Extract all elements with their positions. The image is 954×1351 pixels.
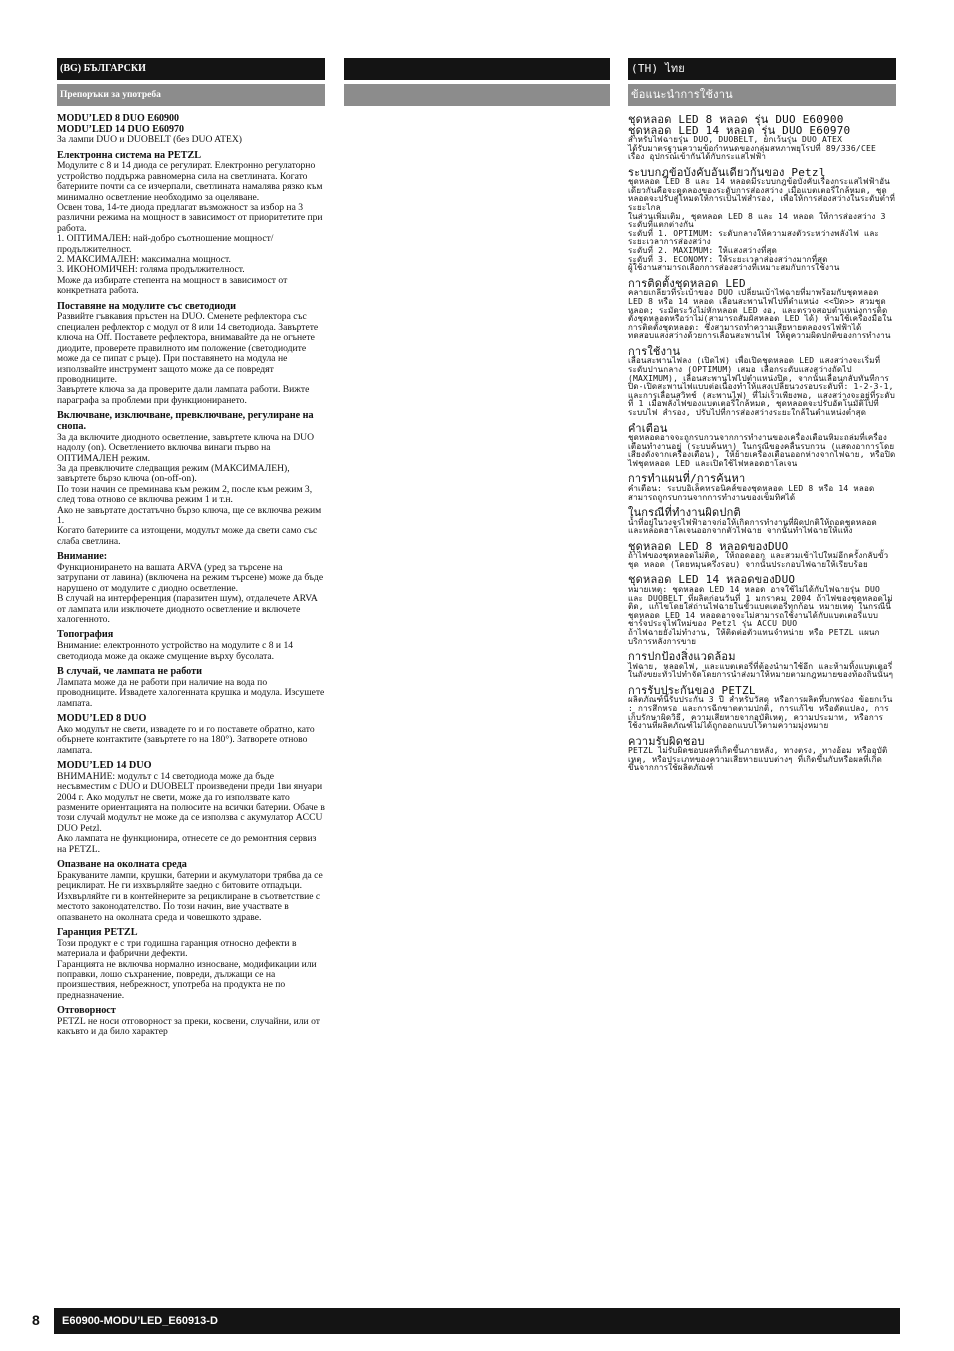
section-heading: Гаранция PETZL	[57, 926, 138, 938]
section-heading: ระบบกฎข้อบังคับอันเดียวกันของ Petzl	[628, 165, 826, 179]
section	[628, 423, 896, 469]
section	[57, 860, 325, 923]
section-text: ชุดหลอดอาจจะถูกรบกวนจากการทำงานของเครื่องเตือนหิมะถล่มที่เครื่อง เตือนทำงานอยู่ (ระบบค้นหา) ในกรณีของคลื่นรบกวน (แสดงอาการโดย เสียงดังจากเครื่องเตือน), ให้ย้ายเครื่องเตือนออกห่างจากไฟฉาย, หรือปิดไฟชุดหลอด LED และเปิดใช้ไฟหลอดฮาโลเจน	[628, 433, 896, 468]
section-heading: MODU’LED 8 DUO	[57, 713, 147, 725]
section-subheader-bg: Препоръки за употреба	[57, 84, 325, 106]
section-heading: ในกรณีที่ทำงานผิดปกติ	[628, 506, 741, 520]
section-text: Внимание: електронното устройство на модулите с 8 и 14 светодиода може да окаже смущение върху бусолата.	[57, 640, 294, 662]
section-text: เลื่อนสะพานไฟลง (เปิดไฟ) เพื่อเปิดชุดหลอด LED แสงสว่างจะเริ่มที่ ระดับปานกลาง (OPTIMUM) เสมอ เลือกระดับแสงสว่างถัดไป (MAXIMUM), เลื่อนสะพานไฟไปตำแหน่งปิด, จากนั้นเลื่อนกลับทันทีการ ปิด-เปิดสะพานไฟแบบต่อเนื่องทำให้แสงเปลี่ยนวงรอบระดับที่: 1-2-3-1, และการเลื่อนสวิทช์ (สะพานไฟ) ที่ไม่เร็วเพียงพอ, แสงสว่างจะอยู่ที่ระดับที่ 1 เมื่อพลังไฟของแบตเตอรี่ใกล้หมด, ชุดหลอดจะปรับอัตโนมัติไปที่ระบบไฟ สำรอง, ปรับไปที่การส่องสว่างระยะใกล้ในตำแหน่งต่ำสุด	[628, 356, 896, 417]
product-titles-bg	[57, 114, 325, 135]
section	[628, 541, 896, 570]
section	[57, 302, 325, 406]
section	[57, 630, 325, 662]
middle-column	[344, 58, 610, 106]
section-text: ВНИМАНИЕ: модулът с 14 светодиода може да бъде несъвместим с DUO и DUOBELT произведени преди 1ви януари 2004 г. Ако модулът не свети, може да го използвате като размените ориентацията на полюсите на всички батерии. Обаче в този случай модулът не може да се използва с акумулатор ACCU DUO Petzl. Ако лампата не функционира, отнесете се до ремонтния сервиз на PETZL.	[57, 770, 325, 855]
document-reference: E60900-MODU’LED_E60913-D	[62, 1315, 218, 1327]
section	[57, 151, 325, 297]
section	[628, 685, 896, 731]
section-heading: ชุดหลอด LED 14 หลอดของDUO	[628, 573, 796, 587]
section-text: Лампата може да не работи при наличие на вода по проводниците. Извадете халогенната крушка и модула. Изсушете лампата.	[57, 676, 325, 709]
product-subtitle-bg: За лампи DUO и DUOBELT (без DUO ATEX)	[57, 134, 242, 146]
section-text: PETZL ไม่รับผิดชอบผลที่เกิดขึ้นภายหลัง, ทางตรง, ทางอ้อม หรืออุบัติ เหตุ, หรือประเภทของความเสียหายแบบต่างๆ ที่เกิดขึ้นกับหรือผลที่เกิด ขึ้นจากการใช้ผลิตภัณฑ์	[628, 746, 888, 773]
language-header-th: (TH) ไทย	[628, 58, 896, 80]
section-text: Функционирането на вашата ARVA (уред за търсене на затрупани от лавина) (включена на режим търсене) може да бъде нарушено от модулите с диодно осветление. В случай на интерференция (паразитен шум), отдалечете ARVA от лампата или изключете диодното осветление и включете халогенното.	[57, 561, 324, 626]
section-subheader-th: ข้อแนะนำการใช้งาน	[628, 84, 896, 106]
section	[628, 346, 896, 418]
sections-th	[628, 167, 896, 773]
section-heading: Електронна система на PETZL	[57, 149, 202, 161]
section-text: ผลิตภัณฑ์นี้รับประกัน 3 ปี สำหรับวัสดุ หรือการผลิตที่บกพร่อง ข้อยกเว้น : การสึกหรอ และการฉีกขาดตามปกติ, การแก้ไข หรือดัดแปลง, การ เก็บรักษาผิดวิธี, ความเสียหายจากอุบัติเหตุ, ความประมาท, หรือการ ใช้งานที่ผลิตภัณฑ์ไม่ได้ถูกออกแบบไว้ตามความมุ่งหมาย	[628, 695, 893, 731]
product-title-8-th: ชุดหลอด LED 8 หลอด รุ่น DUO E60900	[628, 113, 844, 126]
section-heading: Отговорност	[57, 1005, 116, 1017]
section-text: คลายเกลียวที่ระเบ้าของ DUO เปลี่ยนเบ้าไฟฉายที่มาพร้อมกับชุดหลอด LED 8 หรือ 14 หลอด เลื่อนสะพานไฟไปที่ตำแหน่ง <<ปิด>> สวมชุดหลอด; ระมัดระวังไม่หักหลอด LED งอ, และตรวจสอบตำแหน่งการติด ตั้งชุดหลอดหรือว่าไม่(สามารถสัมผัสหลอด LED ได้) ห้ามใช้เครื่องมือในการติดตั้งชุดหลอด: ซึ่งสามารถทำความเสียหายตลองจรไฟฟ้าได้ ทดสอบแสงสว่างด้วยการเลื่อนสะพานไฟ ให้ดูความผิดปกติของการทำงาน	[628, 288, 893, 341]
product-title-14: MODU’LED 14 DUO E60970	[57, 123, 184, 135]
section	[628, 167, 896, 273]
section-heading: การปกป้องสิ่งแวดล้อม	[628, 650, 736, 664]
section-heading: Поставяне на модулите със светодиоди	[57, 300, 236, 312]
section-heading: MODU’LED 14 DUO	[57, 760, 152, 772]
section	[628, 574, 896, 646]
section-text: Развийте гъвкавия пръстен на DUO. Сменете рефлектора със специален рефлектор с модул от 8 или 14 светодиода. Завъртете ключа на Off. Поставете рефлектора, внимавайте да не огънете диодите, проверете правилното им положение (светодиодите може да се пипат с ръце). При поставянето на модула не използвайте инструмент защото може да се повредят проводниците. Завъртете ключа за да проверите дали лампата работи. Вижте параграфа за проблеми при функционирането.	[57, 311, 319, 406]
section-text: หมายเหตุ: ชุดหลอด LED 14 หลอด อาจใช้ไม่ได้กับไฟฉายรุ่น DUO และ DUOBELT ที่ผลิตก่อนวันที่ 1 มกราคม 2004 ถ้าไฟของชุดหลอดไม่ติด, แก้ไขโดยใส่ถ่านไฟฉายในขั้วแบตเตอรี่ทุกก้อน หมายเหตุ ในกรณีนี้ชุดหลอด LED 14 หลอดอาจจะไม่สามารถใช้งานได้กับแบตเตอรี่แบบชาร์จประจุไฟใหม่ของ Petzl รุ่น ACCU DUO ถ้าไฟฉายยังไม่ทำงาน, ให้ติดต่อตัวแทนจำหน่าย หรือ PETZL แผนกบริการหลังการขาย	[628, 584, 893, 646]
section	[57, 761, 325, 855]
section-text: За да включите диодното осветление, завъртете ключа на DUO надолу (on). Осветлението включва винаги първо на ОПТИМАЛЕН режим. За да превключите следващия режим (МАКСИМАЛЕН), завъртете бързо ключа (on-off-on). По този начин се преминава към режим 2, после към режим 3, след това отново се включва режим 1 и т.н. Ако не завъртате достатъчно бързо ключа, ще се включва режим 1. Когато батериите са изтощени, модулът може да свети само със слаба светлина.	[57, 431, 322, 547]
section-heading: การรับประกันของ PETZL	[628, 683, 756, 697]
bulgarian-column	[57, 58, 325, 1038]
section-heading: Топография	[57, 629, 114, 641]
section-heading: การใช้งาน	[628, 344, 681, 358]
section-heading: ความรับผิดชอบ	[628, 734, 705, 748]
section-heading: คำเตือน	[628, 421, 668, 435]
footer-bar	[54, 1308, 900, 1334]
section-heading: Опазване на околната среда	[57, 859, 187, 871]
section-text: Ако модулът не свети, извадете го и го поставете обратно, като обърнете контактите (завъртете го на 180°). Затворете отново лампата.	[57, 723, 315, 756]
section-text: PETZL не носи отговорност за преки, косвени, случайни, или от какъвто и да било характер	[57, 1015, 320, 1038]
section-heading: ชุดหลอด LED 8 หลอดของDUO	[628, 539, 789, 553]
thai-column	[628, 58, 896, 773]
section	[628, 278, 896, 341]
page-number: 8	[32, 1312, 40, 1328]
section-text: Бракуваните лампи, крушки, батерии и акумулатори трябва да се рециклират. Не ги изхвърляйте заедно с битовите отпадъци. Изхвърляйте ги в контейнерите за рециклиране в съответствие с местото законодателство. По този начин, вие участвате в опазването на околната среда и човешкото здраве.	[57, 869, 323, 923]
product-subtitle-th: สำหรับไฟฉายรุ่น DUO, DUOBELT, ยกเว้นรุ่น DUO ATEX ได้รับมาตรฐานความข้อกำหนดของกลุ่มสหภาพยุโรปที่ 89/336/CEE เรื่อง อุปกรณ์เข้ากันได้กับกระแสไฟฟ้า	[628, 135, 876, 162]
section-text: ถ้าไฟของชุดหลอดไม่ติด, ให้ถอดออก และสวมเข้าไปใหม่อีกครั้งกลับขั้วชุด หลอด (โดยหมุนครึ่งรอบ) จากนั้นประกอบไฟฉายให้เรียบร้อย	[628, 551, 889, 569]
section	[57, 552, 325, 625]
section-heading: Внимание:	[57, 551, 108, 563]
empty-section-subheader	[344, 84, 610, 106]
section	[57, 714, 325, 756]
section	[628, 651, 896, 680]
section-text: ไฟฉาย, หลอดไฟ, และแบตเตอรี่ที่ต้องนำมาใช้อีก และห้ามทิ้งแบตเตอรี่ ในถังขยะทั่วไปทำจัดโดยการนำส่งมาให้หมายตามกฎหมายของท้องถิ่นนั้นๆ	[628, 661, 894, 680]
section	[628, 507, 896, 536]
section	[628, 473, 896, 502]
section-text: Този продукт е с три годишна гаранция относно дефекти в материала и фабрични дефекти. Гаранцията не включва нормално износване, модификации или поправки, лошо съхранение, повреди, дължащи се на произшествия, небрежност, употреба на продукта не по предназначение.	[57, 937, 317, 1001]
section-heading: การติดตั้งชุดหลอด LED	[628, 276, 746, 290]
section	[57, 411, 325, 547]
section	[57, 667, 325, 709]
section	[57, 928, 325, 1001]
section-text: Модулите с 8 и 14 диода се регулират. Електронно регулаторно устройство поддържа равномерна сила на светлината. Когато батериите почти са се изчерпали, светлината намалява рязко към минимално осветление необходимо за оцеляване. Освен това, 14-те диода предлагат възможност за избор на 3 различни режима на мощност в зависимост от приоритетите при работа. 1. ОПТИМАЛЕН: най-добро съотношение мощност/продължителност. 2. МАКСИМАЛЕН: максимална мощност. 3. ИКОНОМИЧЕН: голяма продължителност. Може да избирате степента на мощност в зависимост от конкретната работа.	[57, 160, 323, 297]
product-title-14-th: ชุดหลอด LED 14 หลอด รุ่น DUO E60970	[628, 124, 851, 137]
section-text: คำเตือน: ระบบอิเล็คทรอนิคส์ของชุดหลอด LED 8 หรือ 14 หลอด สามารถถูกรบกวนจากการทำงานของเข็มทิศได้	[628, 483, 875, 502]
section-text: ชุดหลอด LED 8 และ 14 หลอดมีระบบกฎข้อบังคับเรื่องกระแสไฟฟ้าอัน เดียวกันคือจะดูดลองของระดับการส่องสว่าง เมื่อแบตเตอรี่ใกล้หมด, ชุด หลอดจะปรับสู่โหมดให้การเป็นไฟสำรอง, เพื่อให้การส่องสว่างในระดับต่ำที่ระยะไกล ในส่วนเพิ่มเติม, ชุดหลอด LED 8 และ 14 หลอด ให้การส่องสว่าง 3 ระดับที่แตกต่างกัน ระดับที่ 1. OPTIMUM: ระดับกลางให้ความสงตัวระหว่างพลังไฟ และ ระยะเวลาการส่องสว่าง ระดับที่ 2. MAXIMUM: ให้แสงสว่างที่สุด ระดับที่ 3. ECONOMY: ให้ระยะเวลาส่องสว่างมากที่สุด ผู้ใช้งานสามารถเลือกการส่องสว่างที่เหมาะสมกับการใช้งาน	[628, 177, 896, 273]
empty-language-header	[344, 58, 610, 80]
sections-bg	[57, 151, 325, 1038]
section	[628, 736, 896, 773]
product-title-8: MODU’LED 8 DUO E60900	[57, 113, 179, 124]
language-header-bg: (BG) БЪЛГАРСКИ	[57, 58, 325, 80]
section-heading: В случай, че лампата не работи	[57, 666, 202, 678]
section-text: น้ำที่อยู่ในวงจรไฟฟ้าอาจก่อให้เกิดการทำงานที่ผิดปกติให้ถอดชุดหลอด และหลอดฮาโลเจนออกจากตัวไฟฉาย จากนั้นทำไฟฉายให้แห้ง	[628, 517, 877, 536]
section-heading: Включване, изключване, превключване, регулиране на снопа.	[57, 410, 314, 432]
section-heading: การทำแผนที่/การค้นหา	[628, 472, 746, 486]
section	[57, 1006, 325, 1038]
product-titles-th	[628, 114, 896, 136]
